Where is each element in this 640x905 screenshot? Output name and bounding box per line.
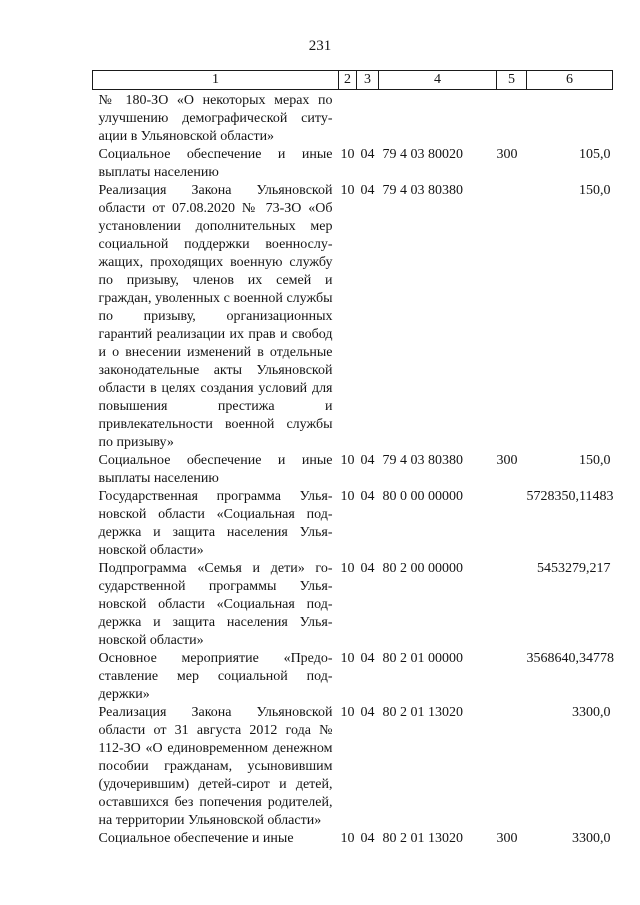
row-subsection-code: 04 <box>360 651 375 666</box>
row-expense-type <box>497 650 527 704</box>
row-section-code: 10 <box>340 453 355 468</box>
row-target-article: 80 2 01 00000 <box>382 651 463 666</box>
row-description: Подпрограмма «Семья и дети» государственной программы Ульяновской области «Социальная поддержка и защита населения Ульяновской области» <box>98 561 333 648</box>
row-description: Государственная программа Ульяновской области «Социальная поддержка и защита населения Ульяновской области» <box>98 489 333 558</box>
header-col-4: 4 <box>379 71 497 90</box>
row-expense-type <box>497 182 527 452</box>
table-body <box>93 90 613 849</box>
header-col-1: 1 <box>93 71 339 90</box>
header-col-5: 5 <box>497 71 527 90</box>
row-subsection-code: 04 <box>360 489 375 504</box>
table-header <box>93 71 613 90</box>
row-subsection-code: 04 <box>360 561 375 576</box>
header-row <box>93 71 613 90</box>
row-subsection-code: 04 <box>360 705 375 720</box>
table-row <box>93 488 613 560</box>
row-description: Основное мероприятие «Предоставление мер социальной поддержки» <box>98 651 333 702</box>
table-row <box>93 182 613 452</box>
table-row <box>93 560 613 650</box>
row-expense-type <box>497 488 527 560</box>
row-section-code: 10 <box>340 147 355 162</box>
table-row <box>93 830 613 848</box>
row-amount: 105,0 <box>579 147 611 162</box>
header-col-6: 6 <box>527 71 613 90</box>
row-expense-type <box>497 90 527 147</box>
table-row <box>93 452 613 488</box>
row-description: № 180-ЗО «О некоторых мерах по улучшению демографической ситуации в Ульяновской области» <box>98 93 333 144</box>
row-amount: 5728350,11483 <box>526 489 614 504</box>
row-amount: 150,0 <box>579 453 611 468</box>
row-section-code: 10 <box>340 561 355 576</box>
row-subsection-code: 04 <box>360 147 375 162</box>
row-target-article: 80 2 00 00000 <box>382 561 463 576</box>
row-description: Социальное обеспечение и иные выплаты населению <box>98 453 333 486</box>
row-description: Социальное обеспечение и иные <box>98 831 294 846</box>
row-subsection-code <box>357 90 379 147</box>
row-section-code <box>339 90 357 147</box>
row-target-article: 79 4 03 80380 <box>382 183 463 198</box>
table-row <box>93 146 613 182</box>
row-expense-type: 300 <box>496 831 518 846</box>
row-target-article: 80 2 01 13020 <box>382 831 463 846</box>
page-number: 231 <box>308 38 332 54</box>
row-amount: 5453279,217 <box>537 561 611 576</box>
row-subsection-code: 04 <box>360 831 375 846</box>
header-col-2: 2 <box>339 71 357 90</box>
row-expense-type <box>497 560 527 650</box>
header-col-3: 3 <box>357 71 379 90</box>
row-amount: 3300,0 <box>572 705 611 720</box>
row-target-article: 79 4 03 80380 <box>382 453 463 468</box>
row-description: Реализация Закона Ульяновской области от 31 августа 2012 года № 112-ЗО «О единовременном денежном пособии гражданам, усыновившим (удочерившим) детей-сирот и детей, оставшихся без попечения родителей, на территории Ульяновской области» <box>98 705 333 828</box>
row-subsection-code: 04 <box>360 453 375 468</box>
row-expense-type <box>497 704 527 830</box>
row-section-code: 10 <box>340 831 355 846</box>
row-target-article: 80 2 01 13020 <box>382 705 463 720</box>
row-target-article: 79 4 03 80020 <box>382 147 463 162</box>
row-amount <box>527 90 613 147</box>
row-section-code: 10 <box>340 705 355 720</box>
row-section-code: 10 <box>340 489 355 504</box>
row-amount: 3568640,34778 <box>526 651 614 666</box>
budget-table <box>92 70 613 848</box>
row-expense-type: 300 <box>496 453 518 468</box>
row-section-code: 10 <box>340 651 355 666</box>
table-row <box>93 650 613 704</box>
row-description: Социальное обеспечение и иные выплаты населению <box>98 147 333 180</box>
row-amount: 3300,0 <box>572 831 611 846</box>
table-row <box>93 90 613 147</box>
row-expense-type: 300 <box>496 147 518 162</box>
table-row <box>93 704 613 830</box>
row-description: Реализация Закона Ульяновской области от 07.08.2020 № 73-ЗО «Об установлении дополнительных мер социальной поддержки военнослужащих, проходящих военную службу по призыву, членов их семей и граждан, уволенных с военной службы по призыву, организационных гарантий реализации их прав и свобод и о внесении изменений в отдельные законодательные акты Ульяновской области в целях создания условий для повышения престижа и привлекательности военной службы по призыву» <box>98 183 333 450</box>
row-subsection-code: 04 <box>360 183 375 198</box>
row-target-article <box>379 90 497 147</box>
row-amount: 150,0 <box>579 183 611 198</box>
row-target-article: 80 0 00 00000 <box>382 489 463 504</box>
row-section-code: 10 <box>340 183 355 198</box>
